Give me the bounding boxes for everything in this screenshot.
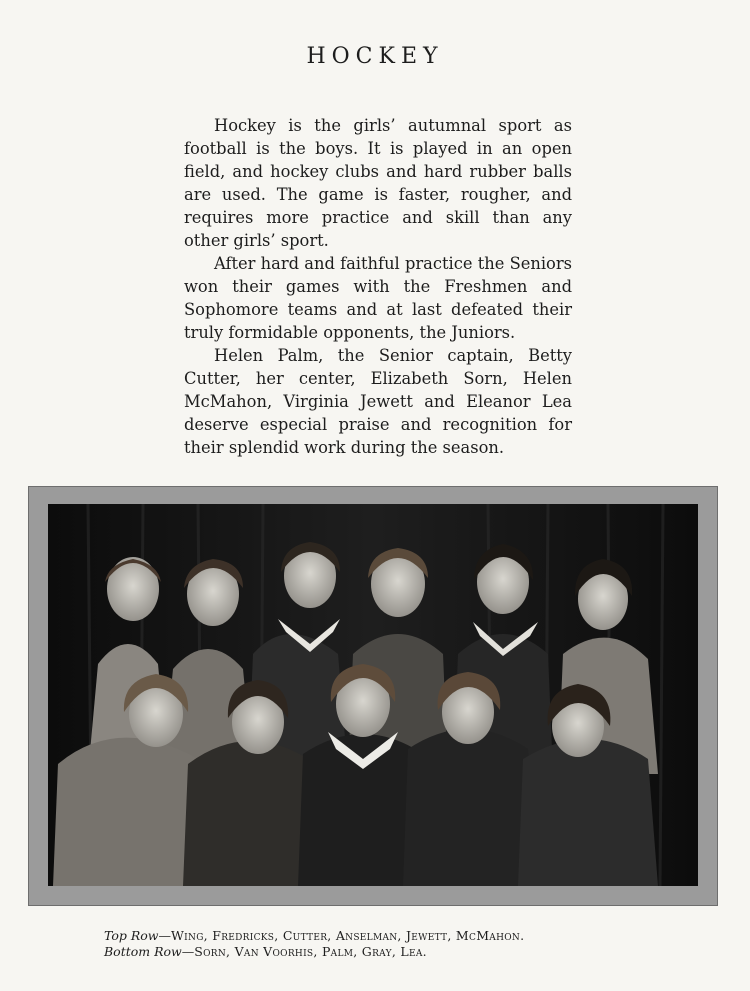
- top-row-label: Top Row—: [104, 928, 172, 943]
- bottom-row-figures: [53, 664, 658, 886]
- top-row-names: Wing, Fredricks, Cutter, Anselman, Jewett, McMahon.: [171, 928, 525, 943]
- caption-top-row: [104, 928, 664, 944]
- bottom-row-names: Sorn, Van Voorhis, Palm, Gray, Lea.: [194, 944, 427, 959]
- paragraph-1: Hockey is the girls’ autumnal sport as football is the boys. It is played in an open field, and hockey clubs and hard rubber balls are used. The game is faster, rougher, and requires more practice and skill than any other girls’ sport.: [184, 116, 572, 250]
- team-photo-frame: [28, 486, 718, 906]
- article-body: [184, 114, 572, 459]
- paragraph-3: Helen Palm, the Senior captain, Betty Cutter, her center, Elizabeth Sorn, Helen McMahon, Virginia Jewett and Eleanor Lea deserve especial praise and recognition for their splendid work during the season.: [184, 346, 572, 457]
- bottom-row-label: Bottom Row—: [104, 944, 195, 959]
- team-photo-illustration: [48, 504, 698, 886]
- page-title: HOCKEY: [306, 44, 444, 69]
- caption-bottom-row: [104, 944, 664, 960]
- photo-caption: [104, 928, 664, 960]
- team-photo: [48, 504, 698, 886]
- paragraph-2: After hard and faithful practice the Seniors won their games with the Freshmen and Sophomore teams and at last defeated their truly formidable opponents, the Juniors.: [184, 254, 572, 342]
